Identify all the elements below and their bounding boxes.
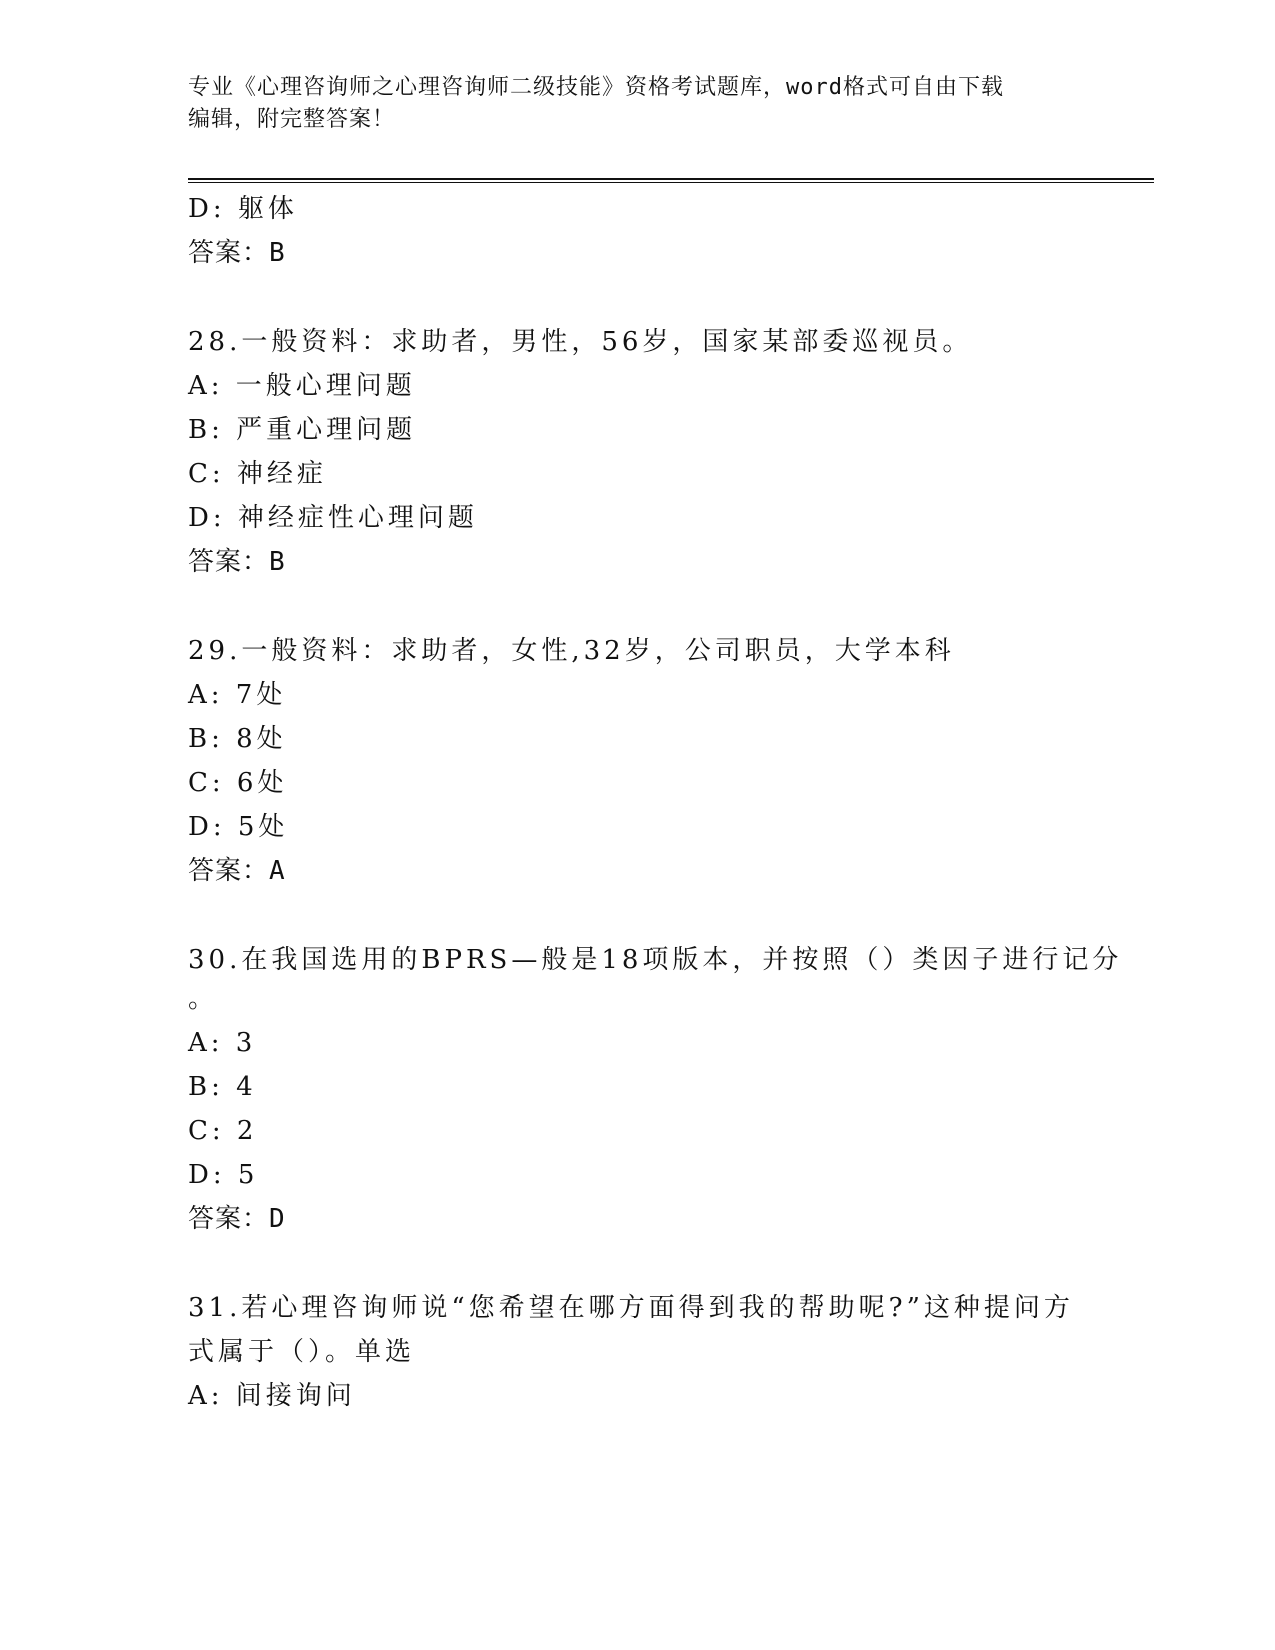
- header-divider: [188, 178, 1154, 180]
- q28-option-a: A: 一般心理问题: [188, 371, 416, 401]
- q30-option-a: A: 3: [188, 1028, 257, 1058]
- q28-answer: [188, 545, 286, 579]
- q28-option-d: D: 神经症性心理问题: [188, 503, 478, 533]
- header-line-2: 编辑，附完整答案！: [188, 107, 396, 132]
- q29-option-c: C: 6处: [188, 768, 288, 798]
- q29-option-d: D: 5处: [188, 812, 289, 842]
- q30-stem-line-2: 。: [188, 984, 219, 1014]
- answer-value: D: [269, 1204, 286, 1234]
- answer-label: 答案：: [188, 856, 270, 886]
- q29-answer: [188, 854, 286, 888]
- q30-answer: [188, 1202, 286, 1236]
- answer-value: B: [269, 547, 286, 577]
- q29-option-a: A: 7处: [188, 680, 287, 710]
- answer-label: 答案：: [188, 238, 270, 268]
- q30-stem-line-1: 30.在我国选用的BPRS—般是18项版本，并按照（）类因子进行记分: [188, 945, 1123, 975]
- answer-value: A: [269, 856, 286, 886]
- q27-answer: [188, 236, 286, 270]
- q28-stem: 28.一般资料：求助者，男性，56岁，国家某部委巡视员。: [188, 327, 973, 357]
- q30-option-b: B: 4: [188, 1072, 257, 1102]
- answer-value: B: [269, 238, 286, 268]
- q31-option-a: A: 间接询问: [188, 1381, 356, 1411]
- q29-stem: 29.一般资料：求助者，女性,32岁，公司职员，大学本科: [188, 636, 955, 666]
- answer-label: 答案：: [188, 1204, 270, 1234]
- q30-option-c: C: 2: [188, 1116, 258, 1146]
- q28-option-b: B: 严重心理问题: [188, 415, 417, 445]
- q30-option-d: D: 5: [188, 1160, 259, 1190]
- document-header: [188, 72, 1068, 136]
- q28-option-c: C: 神经症: [188, 459, 327, 489]
- q31-stem-line-1: 31.若心理咨询师说“您希望在哪方面得到我的帮助呢?”这种提问方: [188, 1293, 1074, 1323]
- q27-option-d: D: 躯体: [188, 194, 298, 224]
- answer-label: 答案：: [188, 547, 270, 577]
- header-line-1: 专业《心理咨询师之心理咨询师二级技能》资格考试题库，word格式可自由下载: [188, 75, 1004, 100]
- q31-stem-line-2: 式属于（）。单选: [188, 1337, 416, 1367]
- header-divider-thin: [188, 182, 1154, 183]
- q29-option-b: B: 8处: [188, 724, 287, 754]
